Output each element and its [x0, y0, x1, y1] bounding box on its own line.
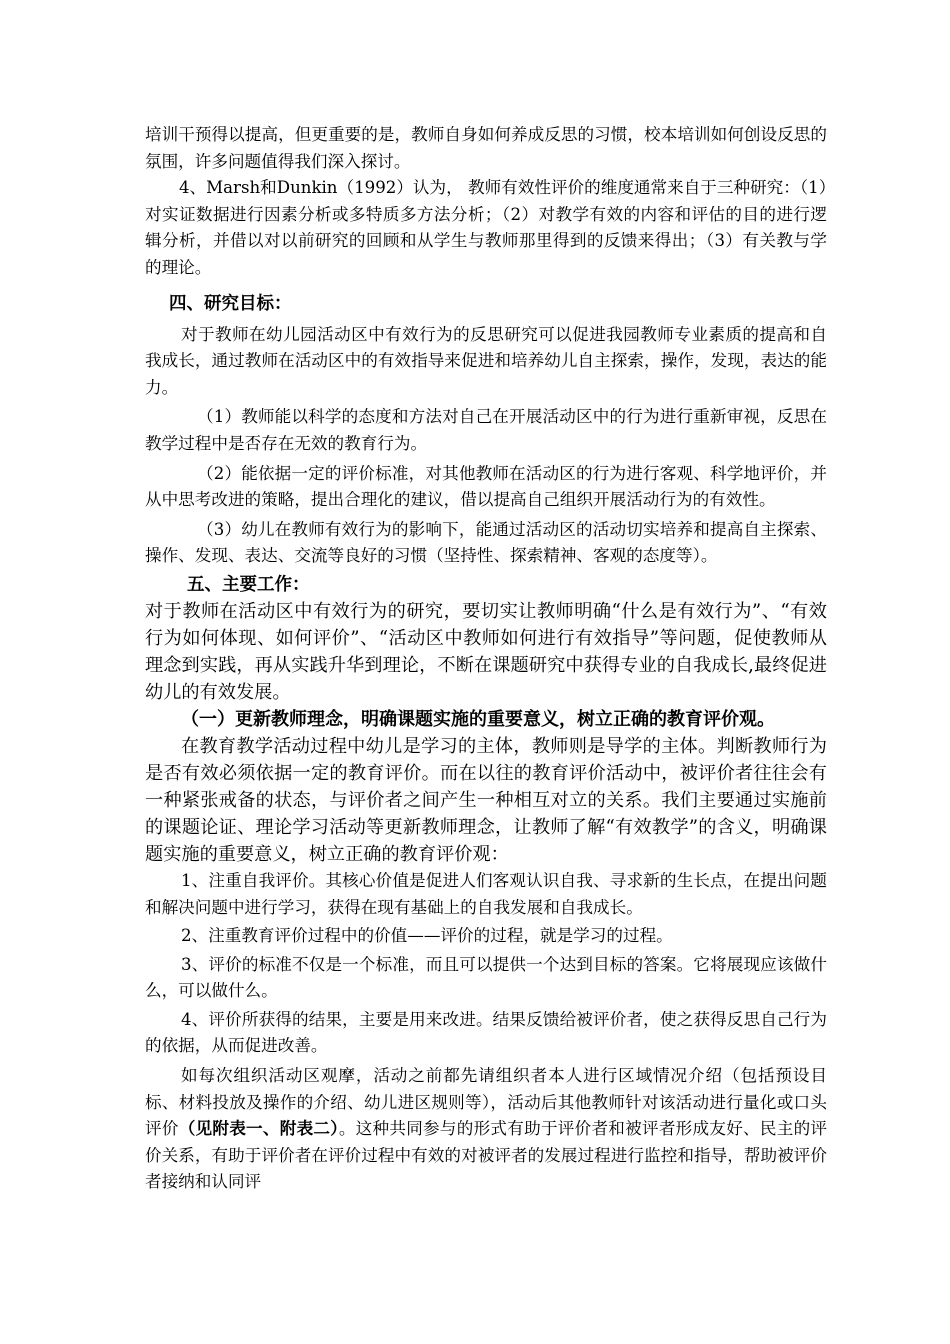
document-body: [145, 122, 827, 1196]
paragraph-evaluation-1: 1、注重自我评价。其核心价值是促进人们客观认识自我、寻求新的生长点，在提出问题和解决问题中进行学习，获得在现有基础上的自我发展和自我成长。: [145, 870, 827, 917]
paragraph-goal-1: （1）教师能以科学的态度和方法对自己在开展活动区中的行为进行重新审视，反思在教学过程中是否存在无效的教育行为。: [145, 407, 827, 453]
paragraph-goal-3: （3）幼儿在教师有效行为的影响下，能通过活动区的活动切实培养和提高自主探索、操作、发现、表达、交流等良好的习惯（坚持性、探索精神、客观的态度等）。: [145, 519, 827, 566]
paragraph-research-goals: 对于教师在幼儿园活动区中有效行为的反思研究可以促进我园教师专业素质的提高和自我成长，通过教师在活动区中的有效指导来促进和培养幼儿自主探索，操作，发现，表达的能力。: [145, 324, 827, 397]
paragraph-observation-example: [145, 1063, 827, 1196]
paragraph-main-work: 对于教师在活动区中有效行为的研究，要切实让教师明确“什么是有效行为”、“有效行为如何体现、如何评价”、“活动区中教师如何进行有效指导”等问题，促使教师从理念到实践，再从实践升华到理论，不断在课题研究中获得专业的自我成长,最终促进幼儿的有效发展。: [145, 600, 827, 703]
observation-text-b: 。这种共同参与的形式有助于评价者和被评者形成友好、民主的评价关系，有助于评价者在评价过程中有效的对被评者的发展过程进行监控和指导，帮助被评价者接纳和认同评: [145, 1119, 828, 1192]
heading-main-work: 五、主要工作：: [187, 574, 310, 595]
paragraph-marsh-dunkin: 4、Marsh和Dunkin（1992）认为， 教师有效性评价的维度通常来自于三种研究：（1）对实证数据进行因素分析或多特质多方法分析；（2）对教学有效的内容和评估的目的进行逻辑分析，并借以对以前研究的回顾和从学生与教师那里得到的反馈来得出；（3）有关教与学的理论。: [145, 178, 827, 277]
paragraph-intro: 培训干预得以提高，但更重要的是，教师自身如何养成反思的习惯，校本培训如何创设反思的氛围，许多问题值得我们深入探讨。: [145, 125, 827, 171]
paragraph-update-concepts: 在教育教学活动过程中幼儿是学习的主体，教师则是导学的主体。判断教师行为是否有效必须依据一定的教育评价。而在以往的教育评价活动中，被评价者往往会有一种紧张戒备的状态，与评价者之间产生一种相互对立的关系。我们主要通过实施前的课题论证、理论学习活动等更新教师理念，让教师了解“有效教学”的含义，明确课题实施的重要意义，树立正确的教育评价观：: [145, 735, 827, 865]
paragraph-evaluation-2: 2、注重教育评价过程中的价值——评价的过程，就是学习的过程。: [181, 926, 673, 946]
observation-text-a: 如每次组织活动区观摩，活动之前都先请组织者本人进行区域情况介绍（包括预设目标、材料投放及操作的介绍、幼儿进区规则等），活动后其他教师针对该活动进行量化或口头评价: [145, 1066, 827, 1139]
paragraph-evaluation-3: 3、评价的标准不仅是一个标准，而且可以提供一个达到目标的答案。它将展现应该做什么，可以做什么。: [145, 954, 827, 1001]
heading-update-concepts: （一）更新教师理念，明确课题实施的重要意义，树立正确的教育评价观。: [181, 708, 775, 730]
paragraph-evaluation-4: 4、评价所获得的结果，主要是用来改进。结果反馈给被评价者，使之获得反思自己行为的依据，从而促进改善。: [145, 1009, 827, 1056]
heading-research-goals: 四、研究目标：: [169, 293, 292, 314]
appendix-reference: （见附表一、附表二）: [178, 1119, 339, 1139]
paragraph-goal-2: （2）能依据一定的评价标准，对其他教师在活动区的行为进行客观、科学地评价，并从中思考改进的策略，提出合理化的建议，借以提高自己组织开展活动行为的有效性。: [145, 463, 827, 510]
